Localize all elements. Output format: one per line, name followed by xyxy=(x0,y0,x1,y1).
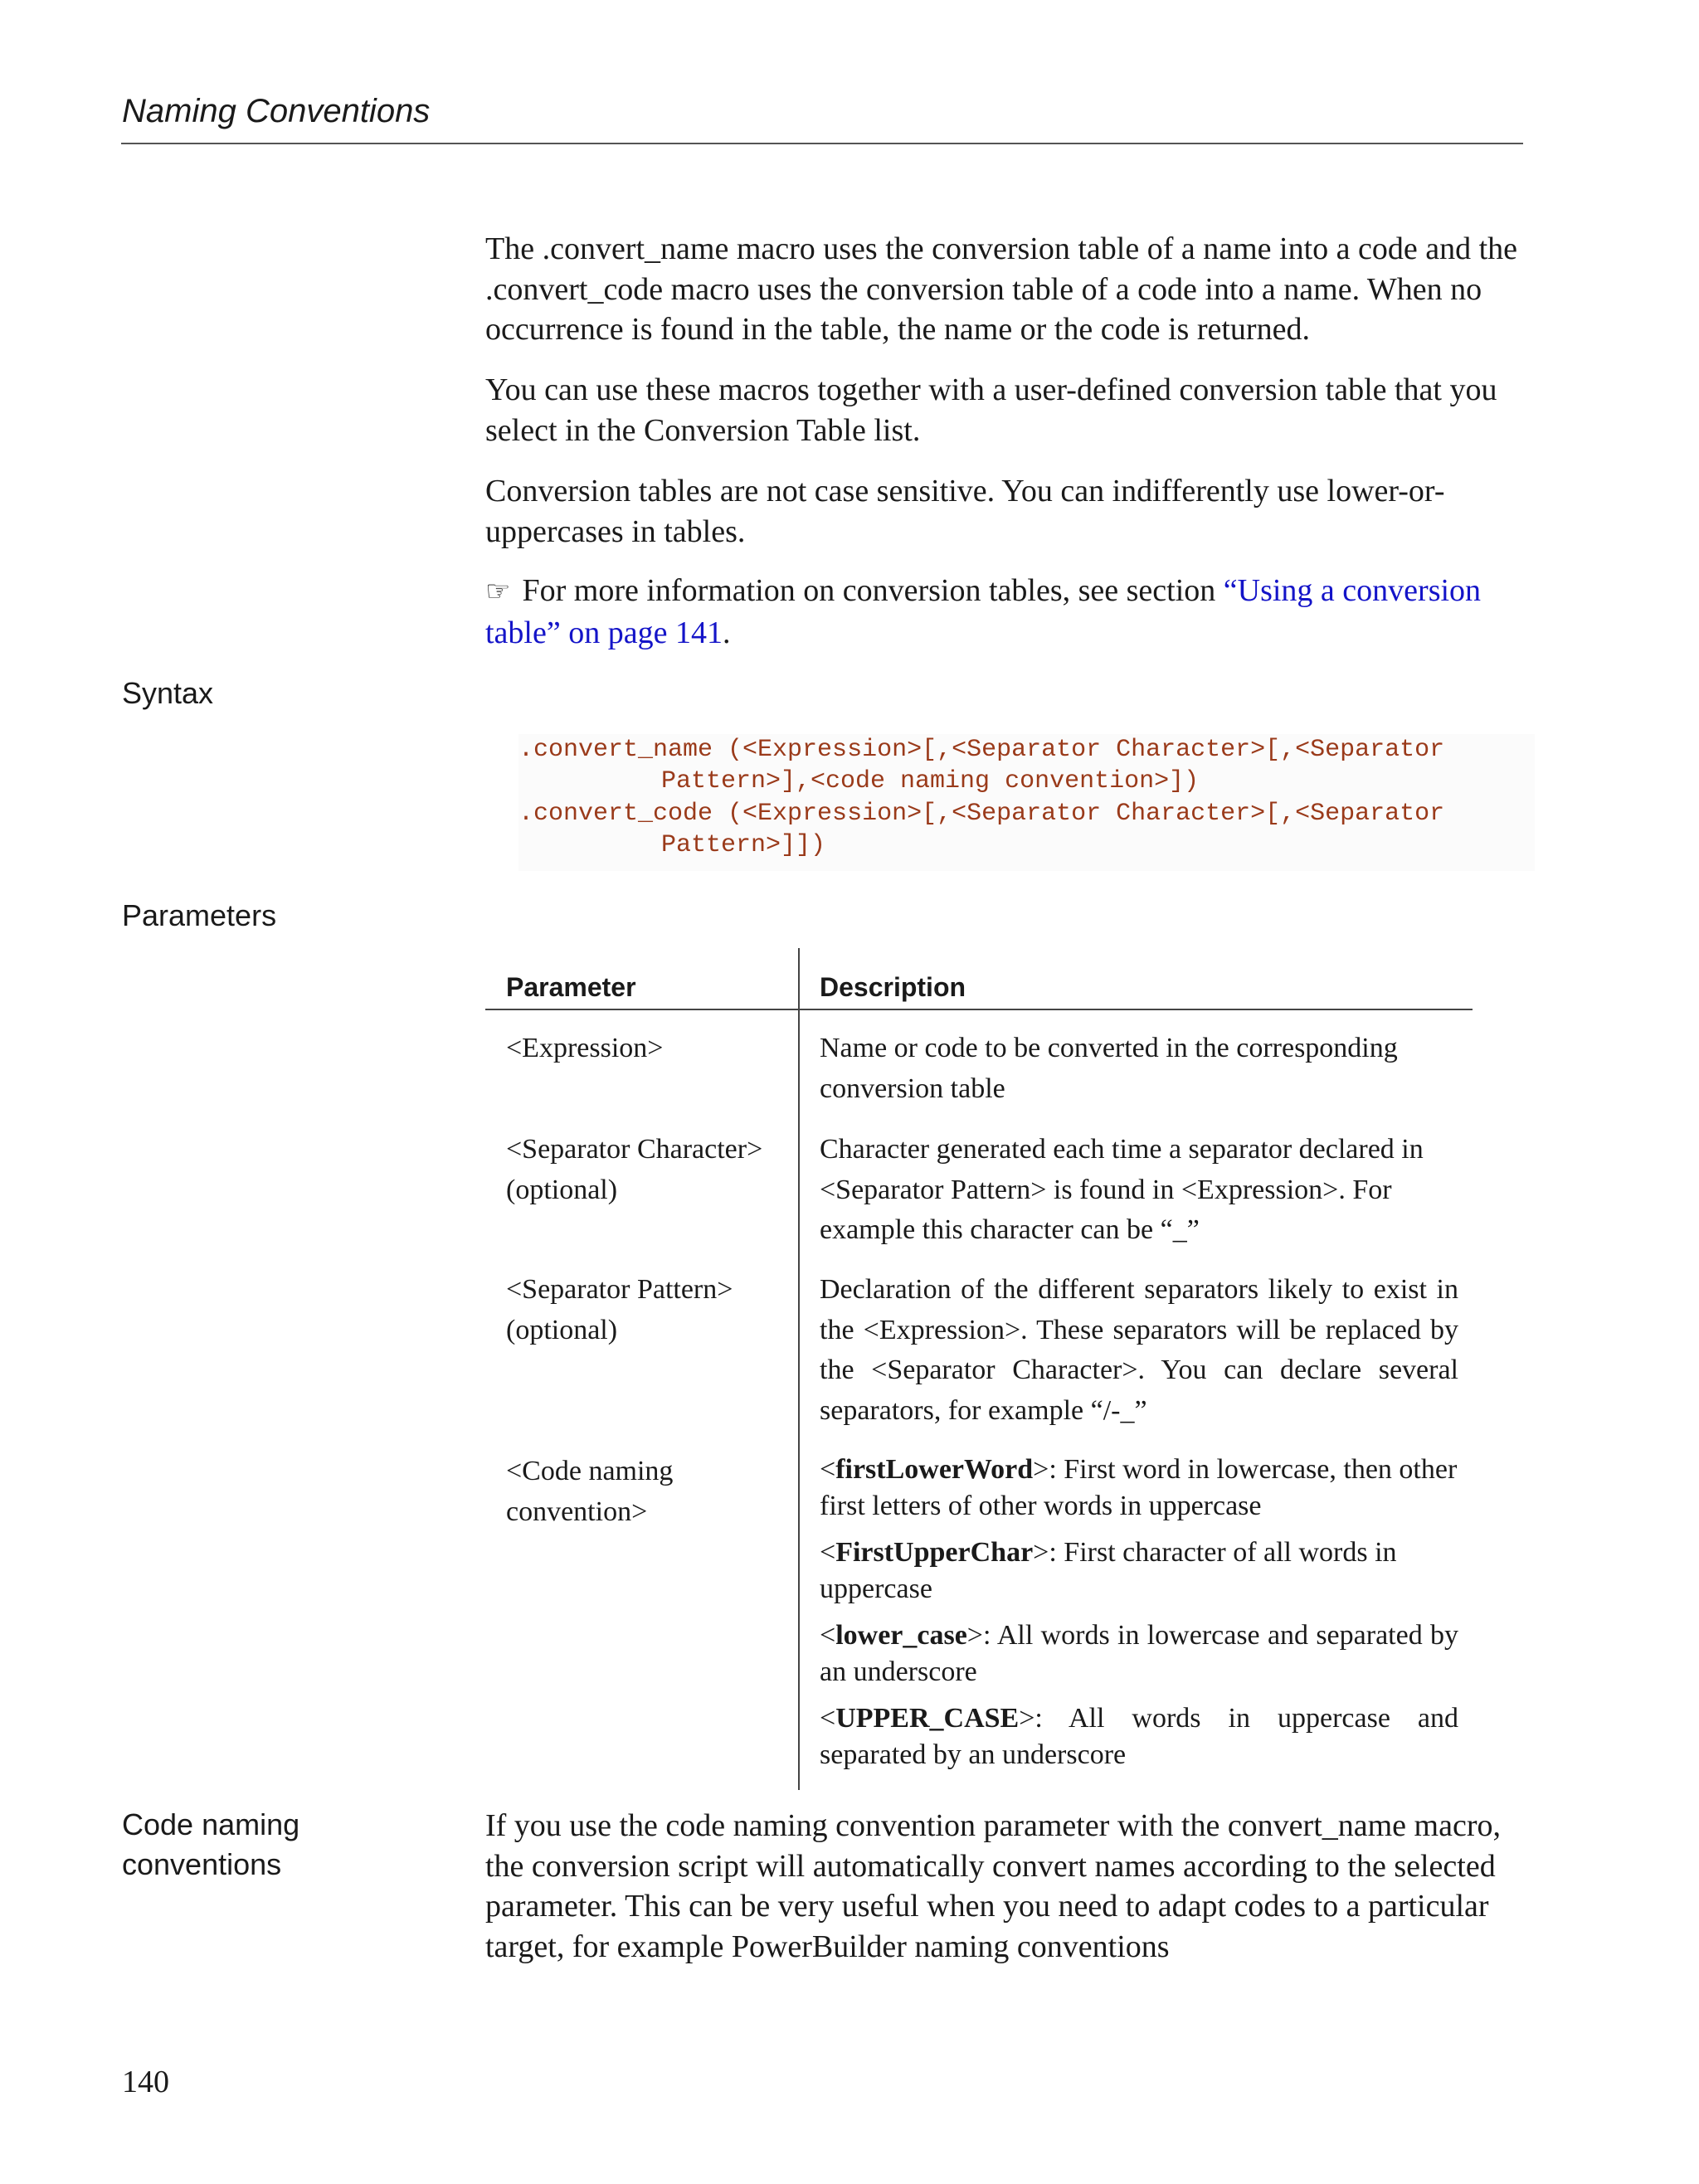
code-line: .convert_code (<Expression>[,<Separator Character>[,<Separator xyxy=(518,800,1445,828)
desc-separator-character: Character generated each time a separator declared in <Separator Pattern> is found in <Expression>. For example this character can be “_” xyxy=(820,1134,1424,1245)
intro-paragraph-3: Conversion tables are not case sensitive. You can indifferently use lower-or-uppercases in tables. xyxy=(485,474,1445,549)
code-line: Pattern>],<code naming convention>]) xyxy=(661,767,1200,795)
note-text: For more information on conversion tables, see section xyxy=(522,573,1224,608)
table-header-description: Description xyxy=(820,972,966,1002)
convention-name: UPPER_CASE xyxy=(835,1703,1020,1734)
convention-option: <firstLowerWord>: First word in lowercase, then other first letters of other words in uppercase xyxy=(820,1454,1458,1521)
convention-option: <UPPER_CASE>: All words in uppercase and separated by an underscore xyxy=(820,1703,1458,1770)
convention-option: <FirstUpperChar>: First character of all words in uppercase xyxy=(820,1537,1397,1604)
table-header-rule xyxy=(485,1009,1473,1010)
running-header: Naming Conventions xyxy=(122,93,431,129)
desc-code-naming-convention xyxy=(820,1452,1458,1783)
table-column-divider xyxy=(798,948,800,1790)
header-divider xyxy=(121,143,1523,144)
intro-paragraph-2: You can use these macros together with a user-defined conversion table that you select in the Conversion Table list. xyxy=(485,372,1497,448)
pointing-hand-icon: ☞ xyxy=(485,576,511,607)
desc-expression: Name or code to be converted in the corresponding conversion table xyxy=(820,1033,1398,1104)
convention-name: lower_case xyxy=(835,1620,967,1651)
intro-paragraph-1: The .convert_name macro uses the conversion table of a name into a code and the .convert_code macro uses the conversion table of a code into a name. When no occurrence is found in the table, the name or the code is returned. xyxy=(485,231,1518,347)
code-line: Pattern>]]) xyxy=(661,831,826,859)
convention-text: : All words in uppercase and separated by an underscore xyxy=(820,1703,1458,1770)
convention-name: firstLowerWord xyxy=(835,1454,1034,1485)
convention-text: : First word in lowercase, then other first letters of other words in uppercase xyxy=(820,1454,1458,1521)
section-heading-syntax: Syntax xyxy=(122,676,214,710)
note-suffix: . xyxy=(722,615,731,650)
cross-reference-link[interactable]: “Using a conversion table” on page 141 xyxy=(485,573,1482,650)
syntax-code-block xyxy=(518,734,1535,871)
param-expression: <Expression> xyxy=(506,1033,664,1063)
convention-text: : First character of all words in uppercase xyxy=(820,1537,1397,1604)
code-line: .convert_name (<Expression>[,<Separator Character>[,<Separator xyxy=(518,736,1445,764)
cross-reference-note xyxy=(485,571,1531,653)
page-number: 140 xyxy=(122,2065,169,2099)
convention-text: : All words in lowercase and separated by an underscore xyxy=(820,1620,1458,1687)
section-heading-code-naming: Code naming conventions xyxy=(122,1807,300,1881)
param-code-naming-convention: <Code naming convention> xyxy=(506,1456,674,1527)
table-header-parameter: Parameter xyxy=(506,972,636,1002)
convention-option: <lower_case>: All words in lowercase and separated by an underscore xyxy=(820,1620,1458,1687)
section-heading-parameters: Parameters xyxy=(122,898,277,932)
code-naming-paragraph: If you use the code naming convention parameter with the convert_name macro, the conversion script will automatically convert names according to the selected parameter. This can be very useful when you need to adapt codes to a particular target, for example PowerBuilder naming conventions xyxy=(485,1808,1501,1964)
param-separator-pattern: <Separator Pattern> (optional) xyxy=(506,1274,733,1345)
desc-separator-pattern: Declaration of the different separators likely to exist in the <Expression>. These separators will be replaced by the <Separator Character>. You can declare several separators, for example “/-_” xyxy=(820,1274,1458,1426)
convention-name: FirstUpperChar xyxy=(835,1537,1034,1568)
param-separator-character: <Separator Character> (optional) xyxy=(506,1134,763,1205)
